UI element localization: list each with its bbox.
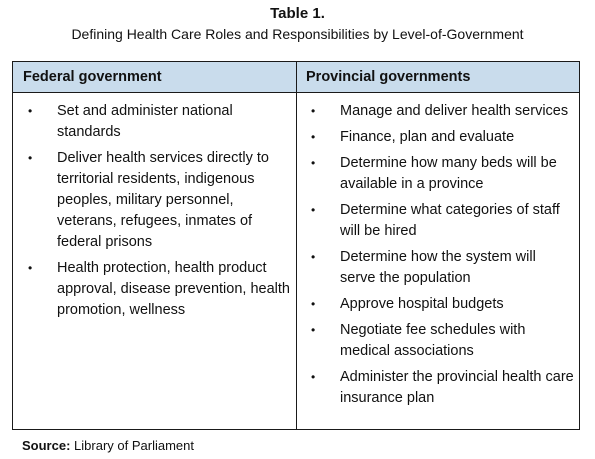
list-item — [23, 101, 291, 143]
list-item-text: Approve hospital budgets — [340, 296, 504, 312]
federal-list — [23, 101, 291, 326]
list-item-text: Negotiate fee schedules with medical associations — [340, 322, 526, 359]
table-subtitle: Defining Health Care Roles and Responsibilities by Level-of-Government — [71, 26, 524, 42]
list-item-text: Determine what categories of staff will be hired — [340, 202, 560, 239]
list-item-text: Finance, plan and evaluate — [340, 129, 515, 145]
list-item — [306, 200, 574, 242]
list-item-text: Set and administer national standards — [57, 103, 233, 140]
header-federal: Federal government — [23, 69, 162, 85]
bullet-icon: • — [311, 203, 316, 217]
list-item — [306, 367, 574, 409]
bullet-icon: • — [311, 156, 316, 170]
table-title: Table 1. — [270, 5, 325, 22]
list-item — [306, 153, 574, 195]
list-item — [306, 294, 574, 315]
list-item — [306, 127, 574, 148]
list-item — [23, 258, 291, 321]
bullet-icon: • — [311, 370, 316, 384]
list-item — [306, 101, 574, 122]
list-item-text: Manage and deliver health services — [340, 103, 569, 119]
source-note — [22, 438, 194, 454]
source-label: Source: — [22, 438, 71, 453]
column-divider — [296, 62, 297, 429]
list-item — [306, 320, 574, 362]
list-item-text: Determine how the system will serve the population — [340, 249, 536, 286]
list-item-text: Health protection, health product approval, disease prevention, health promotion, wellness — [57, 260, 290, 318]
bullet-icon: • — [311, 297, 316, 311]
source-text: Library of Parliament — [74, 438, 194, 453]
bullet-icon: • — [311, 104, 316, 118]
roles-table — [12, 61, 580, 430]
bullet-icon: • — [28, 104, 33, 118]
list-item-text: Deliver health services directly to territorial residents, indigenous peoples, military personnel, veterans, refugees, inmates of federal prisons — [57, 150, 269, 250]
list-item — [306, 247, 574, 289]
provincial-list — [306, 101, 574, 414]
list-item-text: Administer the provincial health care insurance plan — [340, 369, 574, 406]
bullet-icon: • — [311, 250, 316, 264]
list-item-text: Determine how many beds will be available in a province — [340, 155, 557, 192]
bullet-icon: • — [28, 151, 33, 165]
bullet-icon: • — [311, 130, 316, 144]
bullet-icon: • — [28, 261, 33, 275]
bullet-icon: • — [311, 323, 316, 337]
list-item — [23, 148, 291, 253]
header-provincial: Provincial governments — [306, 69, 471, 85]
